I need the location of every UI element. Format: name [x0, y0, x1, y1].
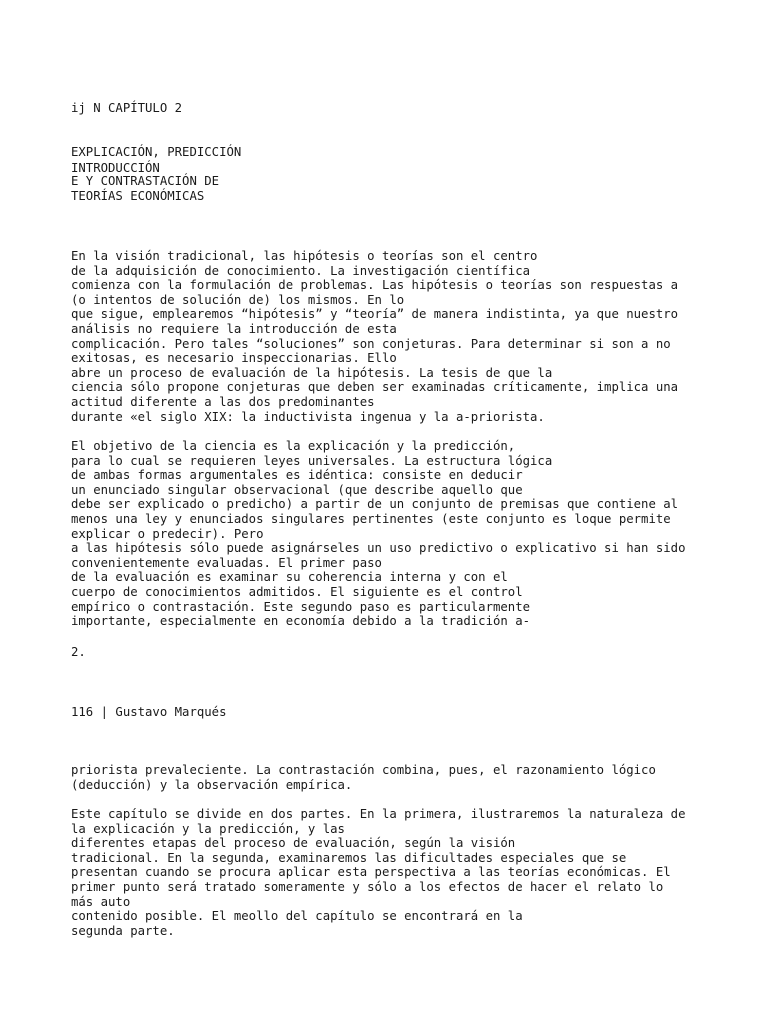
text-line: diferentes etapas del proceso de evaluación, según la visión: [71, 836, 516, 851]
page-number: 2.: [71, 645, 86, 659]
paragraph-4: [71, 807, 761, 938]
text-line: TEORÍAS ECONÓMICAS: [71, 188, 205, 203]
text-line: un enunciado singular observacional (que describe aquello que: [71, 482, 523, 497]
text-line: El objetivo de la ciencia es la explicación y la predicción,: [71, 439, 516, 453]
text-line: complicación. Pero tales “soluciones” son conjeturas. Para determinar si son a no: [71, 336, 671, 351]
text-line: de la evaluación es examinar su coherencia interna y con el: [71, 570, 508, 585]
text-line: priorista prevaleciente. La contrastación combina, pues, el razonamiento lógico: [71, 763, 656, 777]
text-line: análisis no requiere la introducción de esta: [71, 321, 397, 336]
text-line: de ambas formas argumentales es idéntica: consiste en deducir: [71, 468, 523, 483]
chapter-heading: [71, 72, 761, 233]
text-line: comienza con la formulación de problemas. Las hipótesis o teorías son respuestas a: [71, 278, 679, 293]
text-line: En la visión tradicional, las hipótesis o teorías son el centro: [71, 249, 538, 263]
text-line: (deducción) y la observación empírica.: [71, 777, 353, 792]
text-line: más auto: [71, 894, 131, 909]
running-header: 116 | Gustavo Marqués: [71, 705, 227, 719]
text-line: segunda parte.: [71, 923, 175, 938]
text-line: cuerpo de conocimientos admitidos. El siguiente es el control: [71, 584, 523, 599]
chapter-label: ij N CAPÍTULO 2: [71, 101, 183, 116]
section-heading: INTRODUCCIÓN: [71, 161, 160, 175]
text-line: presentan cuando se procura aplicar esta perspectiva a las teorías económicas. El: [71, 865, 671, 880]
text-line: la explicación y la predicción, y las: [71, 821, 345, 836]
text-line: empírico o contrastación. Este segundo paso es particularmente: [71, 599, 531, 614]
text-line: exitosas, es necesario inspeccionarias. Ello: [71, 351, 397, 366]
paragraph-2: [71, 439, 761, 629]
text-line: Este capítulo se divide en dos partes. En la primera, ilustraremos la naturaleza de: [71, 807, 686, 821]
text-line: importante, especialmente en economía debido a la tradición a-: [71, 614, 531, 629]
text-line: para lo cual se requieren leyes universales. La estructura lógica: [71, 453, 553, 468]
text-line: abre un proceso de evaluación de la hipótesis. La tesis de que la: [71, 365, 553, 380]
text-line: explicar o predecir). Pero: [71, 526, 264, 541]
text-line: EXPLICACIÓN, PREDICCIÓN: [71, 144, 242, 159]
text-line: convenientemente evaluadas. El primer paso: [71, 555, 382, 570]
text-line: (o intentos de solución de) los mismos. En lo: [71, 292, 405, 307]
text-line: tradicional. En la segunda, examinaremos las dificultades especiales que se: [71, 850, 627, 865]
text-line: contenido posible. El meollo del capítulo se encontrará en la: [71, 909, 523, 924]
paragraph-1: [71, 249, 761, 424]
text-line: primer punto será tratado someramente y sólo a los efectos de hacer el relato lo: [71, 879, 664, 894]
text-line: debe ser explicado o predicho) a partir de un conjunto de premisas que contiene al: [71, 497, 679, 512]
text-line: a las hipótesis sólo puede asignárseles un uso predictivo o explicativo si han sido: [71, 541, 686, 556]
text-line: E Y CONTRASTACIÓN DE: [71, 174, 220, 189]
text-line: menos una ley y enunciados singulares pertinentes (este conjunto es loque permite: [71, 511, 671, 526]
text-line: de la adquisición de conocimiento. La investigación científica: [71, 263, 531, 278]
text-line: actitud diferente a las dos predominantes: [71, 394, 375, 409]
text-line: que sigue, emplearemos “hipótesis” y “teoría” de manera indistinta, ya que nuestro: [71, 307, 679, 322]
paragraph-3: [71, 763, 761, 792]
text-line: durante «el siglo XIX: la inductivista ingenua y la a-priorista.: [71, 409, 545, 424]
text-line: ciencia sólo propone conjeturas que deben ser examinadas críticamente, implica una: [71, 380, 679, 395]
